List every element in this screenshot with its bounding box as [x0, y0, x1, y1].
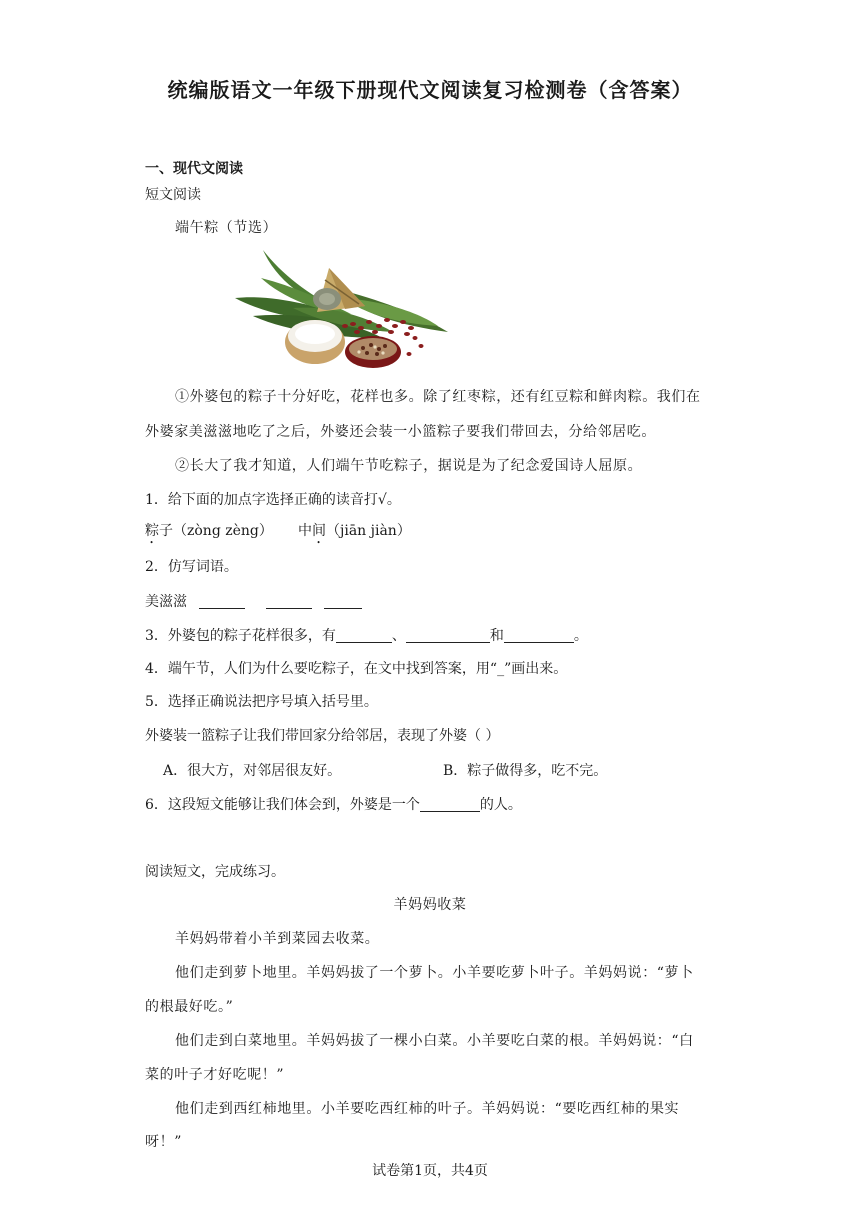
answer-blank[interactable]	[406, 626, 490, 643]
emphasis-char: 间	[312, 523, 326, 539]
zongzi-illustration	[233, 246, 451, 372]
passage-2-paragraph-2-cont: 的根最好吃。”	[145, 999, 234, 1015]
page-footer: 试卷第1页，共4页	[372, 1163, 488, 1179]
question-2: 2．仿写词语。	[145, 559, 238, 575]
passage-2-paragraph-4: 他们走到西红柿地里。小羊要吃西红柿的叶子。羊妈妈说：“要吃西红柿的果实	[175, 1101, 680, 1117]
pinyin-choice-a[interactable]: 子（zòng zèng）	[159, 523, 273, 539]
answer-blank[interactable]	[324, 592, 362, 609]
question-1-option-a	[145, 521, 273, 547]
section-2-intro: 阅读短文，完成练习。	[145, 864, 285, 880]
passage-2-paragraph-4-cont: 呀！”	[145, 1134, 182, 1150]
passage-2-title: 羊妈妈收菜	[393, 897, 467, 913]
passage-paragraph-1-cont: 外婆家美滋滋地吃了之后，外婆还会装一小篮粽子要我们带回去，分给邻居吃。	[145, 424, 656, 440]
answer-blank[interactable]	[420, 795, 480, 812]
passage-2-paragraph-3-cont: 菜的叶子才好吃呢！”	[145, 1067, 285, 1083]
passage-paragraph-1: ①外婆包的粽子十分好吃，花样也多。除了红枣粽，还有红豆粽和鲜肉粽。我们在	[175, 389, 701, 405]
page-title: 统编版语文一年级下册现代文阅读复习检测卷（含答案）	[167, 78, 693, 102]
answer-blank[interactable]	[336, 626, 392, 643]
answer-blank[interactable]	[504, 626, 574, 643]
question-2-row: 美滋滋	[145, 592, 362, 612]
pinyin-choice-b[interactable]: （jiān jiàn）	[326, 523, 411, 539]
passage-2-paragraph-2: 他们走到萝卜地里。羊妈妈拔了一个萝卜。小羊要吃萝卜叶子。羊妈妈说：“萝卜	[175, 965, 694, 981]
section-subheading: 短文阅读	[145, 187, 201, 203]
passage-2-paragraph-1: 羊妈妈带着小羊到菜园去收菜。	[175, 931, 380, 947]
passage-title: 端午粽（节选）	[175, 220, 278, 236]
question-5: 5．选择正确说法把序号填入括号里。	[145, 694, 378, 710]
answer-blank[interactable]	[199, 592, 245, 609]
passage-paragraph-2: ②长大了我才知道，人们端午节吃粽子，据说是为了纪念爱国诗人屈原。	[175, 458, 643, 474]
question-1-option-b: 中间（jiān jiàn）	[298, 523, 411, 539]
question-4: 4．端午节，人们为什么要吃粽子，在文中找到答案，用“_”画出来。	[145, 661, 568, 677]
question-5-option-b[interactable]: B．粽子做得多，吃不完。	[443, 763, 608, 779]
question-6: 6．这段短文能够让我们体会到，外婆是一个 的人。	[145, 797, 522, 813]
answer-blank[interactable]	[266, 592, 312, 609]
section-heading: 一、现代文阅读	[145, 161, 243, 177]
emphasis-char: 粽	[145, 523, 159, 539]
question-1: 1．给下面的加点字选择正确的读音打√。	[145, 492, 401, 508]
question-5-stem: 外婆装一篮粽子让我们带回家分给邻居，表现了外婆（ ）	[145, 728, 500, 744]
question-5-option-a[interactable]: A．很大方，对邻居很友好。	[163, 763, 342, 779]
passage-2-paragraph-3: 他们走到白菜地里。羊妈妈拔了一棵小白菜。小羊要吃白菜的根。羊妈妈说：“白	[175, 1033, 694, 1049]
question-3: 3．外婆包的粽子花样很多，有 、 和 。	[145, 628, 588, 644]
